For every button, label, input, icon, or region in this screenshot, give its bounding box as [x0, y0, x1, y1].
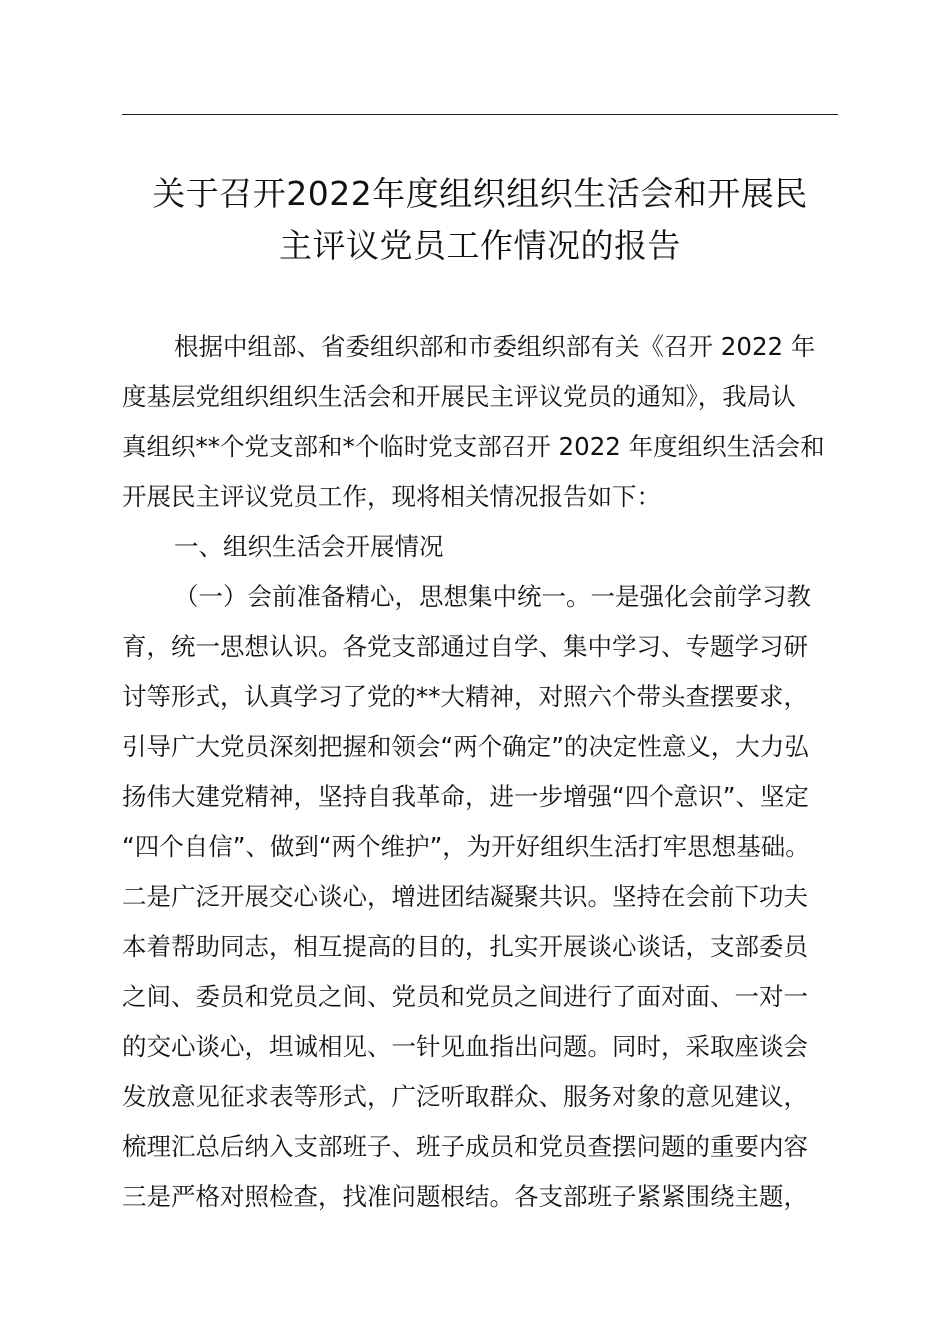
- body-line: 三是严格对照检查，找准问题根结。各支部班子紧紧围绕主题，: [122, 1182, 808, 1211]
- body-line: 本着帮助同志，相互提高的目的，扎实开展谈心谈话，支部委员: [122, 932, 808, 961]
- body-line: 扬伟大建党精神，坚持自我革命，进一步增强“四个意识”、坚定: [122, 782, 809, 811]
- body-line: 开展民主评议党员工作，现将相关情况报告如下：: [122, 482, 661, 511]
- body-line: （一）会前准备精心，思想集中统一。一是强化会前学习教: [174, 582, 811, 611]
- title-line: 主评议党员工作情况的报告: [279, 226, 681, 265]
- body-line: 的交心谈心，坦诚相见、一针见血指出问题。同时，采取座谈会: [122, 1032, 808, 1061]
- body-line: 育，统一思想认识。各党支部通过自学、集中学习、专题学习研: [122, 632, 808, 661]
- body-line: 之间、委员和党员之间、党员和党员之间进行了面对面、一对一: [122, 982, 808, 1011]
- body-line: “四个自信”、做到“两个维护”，为开好组织生活打牢思想基础。: [122, 832, 810, 861]
- body-line: 度基层党组织组织生活会和开展民主评议党员的通知》，我局认: [122, 382, 796, 411]
- body-line: 讨等形式，认真学习了党的**大精神，对照六个带头查摆要求，: [122, 682, 808, 711]
- body-line: 引导广大党员深刻把握和领会“两个确定”的决定性意义，大力弘: [122, 732, 809, 761]
- document-body: [122, 322, 842, 1222]
- body-line: 梳理汇总后纳入支部班子、班子成员和党员查摆问题的重要内容: [122, 1132, 808, 1161]
- body-line: 一、组织生活会开展情况: [174, 532, 444, 561]
- header-rule: [122, 114, 838, 115]
- title-line: 关于召开2022年度组织组织生活会和开展民: [152, 174, 808, 213]
- body-line: 真组织**个党支部和*个临时党支部召开 2022 年度组织生活会和: [122, 432, 825, 461]
- body-line: 二是广泛开展交心谈心，增进团结凝聚共识。坚持在会前下功夫: [122, 882, 808, 911]
- body-line: 根据中组部、省委组织部和市委组织部有关《召开 2022 年: [174, 332, 816, 361]
- body-line: 发放意见征求表等形式，广泛听取群众、服务对象的意见建议，: [122, 1082, 808, 1111]
- document-title: [100, 168, 860, 272]
